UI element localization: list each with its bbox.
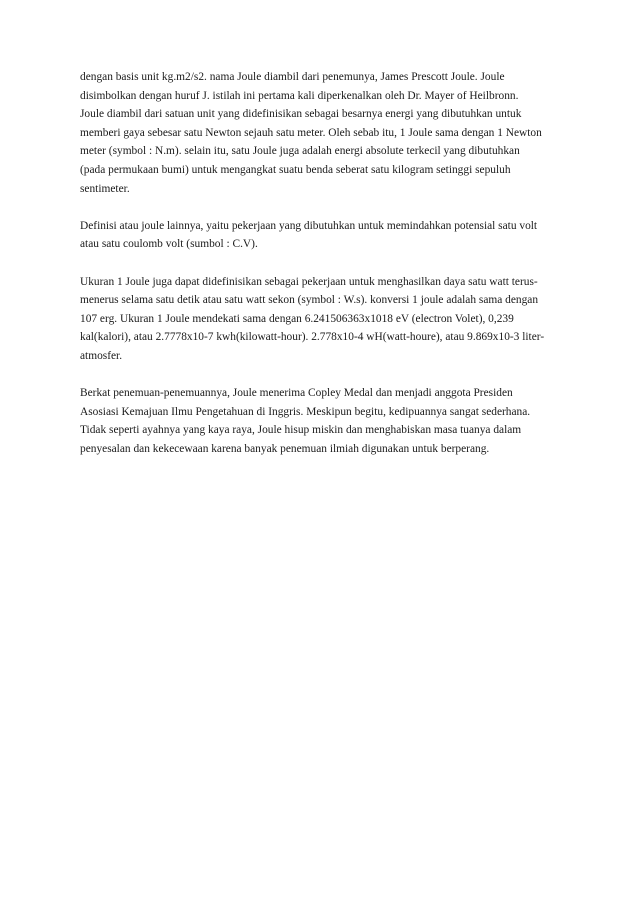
text-line: memberi gaya sebesar satu Newton sejauh satu meter. Oleh sebab itu, 1 Joule sama dengan 1 Newton — [80, 126, 542, 139]
text-line: penyesalan dan kekecewaan karena banyak penemuan ilmiah digunakan untuk berperang. — [80, 442, 490, 455]
text-line: Definisi atau joule lainnya, yaitu pekerjaan yang dibutuhkan untuk memindahkan potensial satu volt — [80, 219, 538, 232]
paragraph-joule-biography — [80, 384, 580, 458]
paragraph-joule-definition — [80, 217, 580, 254]
text-line: 107 erg. Ukuran 1 Joule mendekati sama dengan 6.241506363x1018 eV (electron Volet), 0,239 — [80, 312, 514, 325]
text-line: Berkat penemuan-penemuannya, Joule menerima Copley Medal dan menjadi anggota Presiden — [80, 387, 513, 400]
text-line: atau satu coulomb volt (sumbol : C.V). — [80, 238, 258, 251]
text-line: (pada permukaan bumi) untuk mengangkat suatu benda seberat satu kilogram setinggi sepuluh — [80, 163, 511, 176]
text-line: disimbolkan dengan huruf J. istilah ini pertama kali diperkenalkan oleh Dr. Mayer of Heilbronn. — [80, 89, 519, 102]
text-line: sentimeter. — [80, 182, 130, 195]
text-line: meter (symbol : N.m). selain itu, satu Joule juga adalah energi absolute terkecil yang dibutuhkan — [80, 145, 520, 158]
text-line: atmosfer. — [80, 349, 123, 362]
text-line: menerus selama satu detik atau satu watt sekon (symbol : W.s). konversi 1 joule adalah sama dengan — [80, 294, 539, 307]
text-line: Joule diambil dari satuan unit yang didefinisikan sebagai besarnya energi yang dibutuhkan untuk — [80, 108, 522, 121]
paragraph-joule-conversion — [80, 273, 580, 366]
text-line: Tidak seperti ayahnya yang kaya raya, Joule hisup miskin dan menghabiskan masa tuanya dalam — [80, 424, 522, 437]
document-body — [80, 68, 580, 477]
text-line: dengan basis unit kg.m2/s2. nama Joule diambil dari penemunya, James Prescott Joule. Joule — [80, 71, 505, 83]
text-line: kal(kalori), atau 2.7778x10-7 kwh(kilowatt-hour). 2.778x10-4 wH(watt-houre), atau 9.869x10-3 liter- — [80, 331, 545, 344]
paragraph-joule-origin — [80, 68, 580, 198]
text-line: Asosiasi Kemajuan Ilmu Pengetahuan di Inggris. Meskipun begitu, kedipuannya sangat sederhana. — [80, 405, 531, 418]
text-line: Ukuran 1 Joule juga dapat didefinisikan sebagai pekerjaan untuk menghasilkan daya satu watt terus- — [80, 275, 538, 288]
